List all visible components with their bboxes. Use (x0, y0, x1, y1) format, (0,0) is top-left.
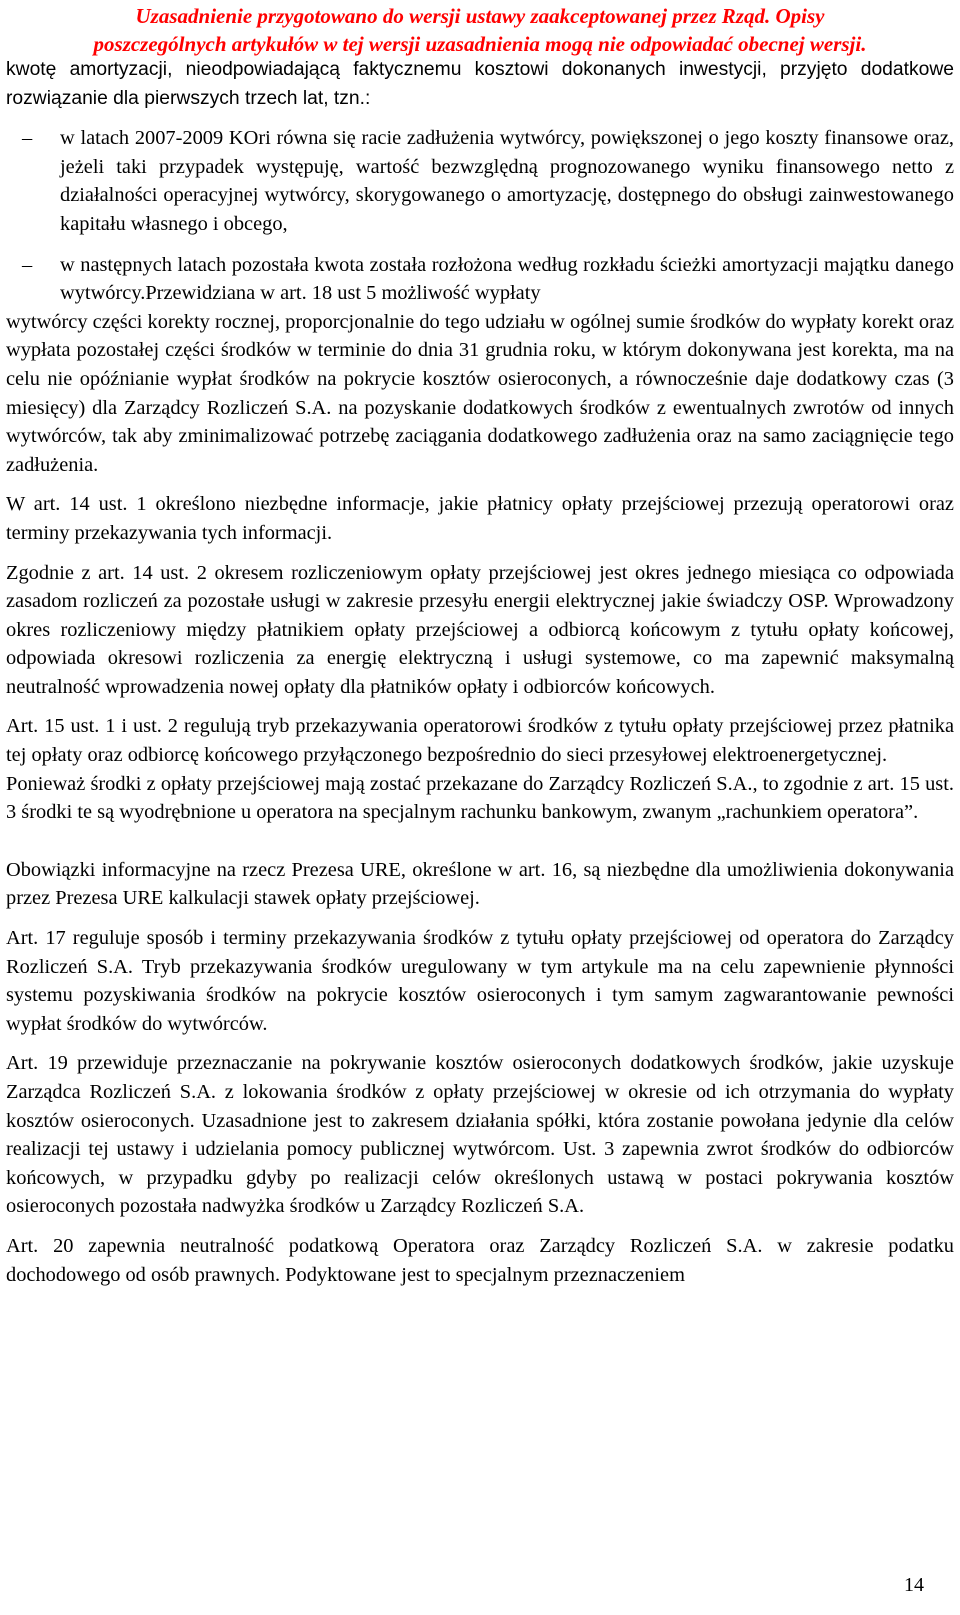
paragraph-art-16: Obowiązki informacyjne na rzecz Prezesa URE, określone w art. 16, są niezbędne dla umożliwienia dokonywania przez Prezesa URE kalkulacji stawek opłaty przejściowej. (6, 858, 954, 910)
page-number: 14 (904, 1574, 924, 1596)
paragraph-art-14-ust-2: Zgodnie z art. 14 ust. 2 okresem rozliczeniowym opłaty przejściowej jest okres jednego miesiąca co odpowiada zasadom rozliczeń za pozostałe usługi w zakresie przesyłu energii elektrycznej jakie świadczy OSP. Wprowadzony okres rozliczeniowy między płatnikiem opłaty przejściowej a odbiorcą końcowym z tytułu opłaty końcowej, odpowiada okresowi rozliczenia za energię elektryczną i usługi systemowe, co ma zapewnić maksymalną neutralność wprowadzenia nowej opłaty dla płatników opłaty i odbiorców końcowych. (6, 561, 954, 698)
paragraph-art-19: Art. 19 przewiduje przeznaczanie na pokrywanie kosztów osieroconych dodatkowych środków, jakie uzyskuje Zarządca Rozliczeń S.A. z lokowania środków z opłaty przejściowej w okresie od ich otrzymania do wypłaty kosztów osieroconych. Uzasadnione jest to zakresem działania spółki, która zostanie powołana jedynie dla celów realizacji tej ustawy i udzielania pomocy publicznej wytwórcom. Ust. 3 zapewnia zwrot środków do odbiorców końcowych, w przypadku gdyby po realizacji celów określonych ustawą w postaci pokrywania kosztów osieroconych pozostała nadwyżka środków u Zarządcy Rozliczeń S.A. (6, 1052, 954, 1218)
paragraph-art-15-ust-1-2: Art. 15 ust. 1 i ust. 2 regulują tryb przekazywania operatorowi środków z tytułu opłaty przejściowej przez płatnika tej opłaty oraz odbiorcę końcowego przyłączonego bezpośrednio do sieci przesyłowej elektroenergetycznej. (6, 715, 954, 767)
paragraph-art-14-ust-1: W art. 14 ust. 1 określono niezbędne informacje, jakie płatnicy opłaty przejściowej przezują operatorowi oraz terminy przekazywania tych informacji. (6, 493, 954, 544)
document-body (6, 56, 954, 1289)
bullet-dash: – (22, 127, 33, 150)
bullet-text: w następnych latach pozostała kwota została rozłożona według rozkładu ścieżki amortyzacji majątku danego wytwórcy. (60, 253, 954, 305)
intro-paragraph: kwotę amortyzacji, nieodpowiadającą faktycznemu kosztowi dokonanych inwestycji, przyjęto dodatkowe rozwiązanie dla pierwszych trzech lat, tzn.: (6, 59, 954, 109)
draft-notice-banner (0, 2, 960, 58)
bullet-item-2 (6, 251, 954, 308)
bullet-continuation: Przewidziana w art. 18 ust 5 możliwość wypłaty (145, 282, 541, 305)
draft-notice-line-2: poszczególnych artykułów w tej wersji uzasadnienia mogą nie odpowiadać obecnej wersji. (93, 32, 867, 56)
paragraph-art-17: Art. 17 reguluje sposób i terminy przekazywania środków z tytułu opłaty przejściowej od operatora do Zarządcy Rozliczeń S.A. Tryb przekazywania środków uregulowany w tym artykule ma na celu zapewnienie płynności systemu pozyskiwania środków na pokrycie kosztów osieroconych i tym samym zagwarantowanie pewności wypłat środków do wytwórców. (6, 927, 954, 1035)
bullet-dash: – (22, 253, 33, 276)
draft-notice-line-1: Uzasadnienie przygotowano do wersji ustawy zaakceptowanej przez Rząd. Opisy (135, 4, 825, 28)
paragraph-art-20: Art. 20 zapewnia neutralność podatkową Operatora oraz Zarządcy Rozliczeń S.A. w zakresie podatku dochodowego od osób prawnych. Podyktowane jest to specjalnym przeznaczeniem (6, 1234, 954, 1286)
bullet-item-1 (6, 124, 954, 238)
bullet-text: w latach 2007-2009 KOri równa się racie zadłużenia wytwórcy, powiększonej o jego koszty finansowe oraz, jeżeli taki przypadek występuję, wartość bezwzględną prognozowanego wyniku finansowego netto z działalności operacyjnej wytwórcy, skorygowanego o amortyzację, dostępnego do obsługi zainwestowanego kapitału własnego i obcego, (60, 127, 954, 235)
paragraph-art-15-ust-3: Ponieważ środki z opłaty przejściowej mają zostać przekazane do Zarządcy Rozliczeń S.A., to zgodnie z art. 15 ust. 3 środki te są wyodrębnione u operatora na specjalnym rachunku bankowym, zwanym „rachunkiem operatora”. (6, 772, 954, 824)
bullet-tail-paragraph: wytwórcy części korekty rocznej, proporcjonalnie do tego udziału w ogólnej sumie środków do wypłaty korekt oraz wypłata pozostałej części środków w terminie do dnia 31 grudnia roku, w którym dokonywana jest korekta, ma na celu nie opóźnianie wypłat środków na pokrycie kosztów osieroconych, a równocześnie daje dodatkowy czas (3 miesięcy) dla Zarządcy Rozliczeń S.A. na pozyskanie dodatkowych środków z ewentualnych zwrotów od innych wytwórców, tak aby zminimalizować potrzebę zaciągania dodatkowego zadłużenia oraz na samo zaciągnięcie tego zadłużenia. (6, 310, 954, 476)
